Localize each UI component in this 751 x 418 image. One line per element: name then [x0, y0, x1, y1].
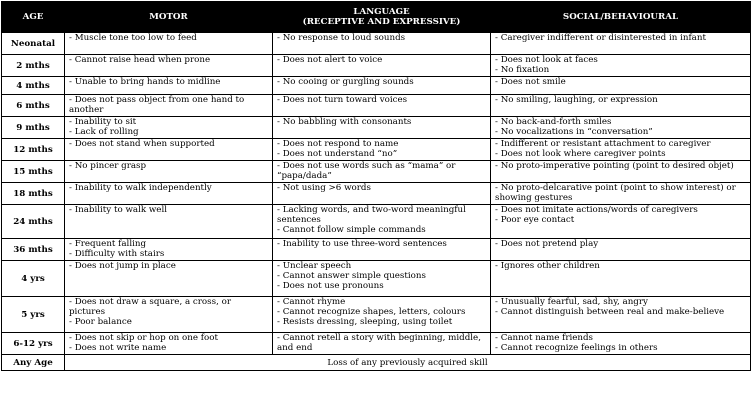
language-cell	[273, 205, 491, 239]
language-cell	[273, 183, 491, 205]
social-cell	[491, 333, 751, 355]
social-cell	[491, 55, 751, 77]
language-cell	[273, 55, 491, 77]
table-row	[2, 77, 751, 95]
age-cell: 4 yrs	[2, 261, 65, 297]
social-item: - Does not smile	[495, 77, 566, 87]
header-social: SOCIAL/BEHAVIOURAL	[491, 2, 751, 33]
motor-item: - Difficulty with stairs	[69, 249, 165, 259]
language-item: - Does not understand “no”	[277, 149, 398, 159]
social-item: - No smiling, laughing, or expression	[495, 95, 658, 105]
table-row	[2, 183, 751, 205]
motor-item: - No pincer grasp	[69, 161, 147, 171]
language-item: - Does not turn toward voices	[277, 95, 408, 105]
language-item: - Inability to use three-word sentences	[277, 239, 447, 249]
motor-cell	[65, 261, 273, 297]
language-cell	[273, 95, 491, 117]
social-item: - No proto-imperative pointing (point to desired objet)	[495, 161, 734, 171]
table-row	[2, 33, 751, 55]
motor-item: - Frequent falling	[69, 239, 147, 249]
language-item: - Does not respond to name	[277, 139, 399, 149]
language-item: - Cannot follow simple commands	[277, 225, 426, 235]
motor-item: - Does not draw a square, a cross, or pictures	[69, 297, 231, 317]
language-cell	[273, 139, 491, 161]
motor-cell	[65, 333, 273, 355]
language-item: - Lacking words, and two-word meaningful sentences	[277, 205, 466, 225]
motor-cell	[65, 161, 273, 183]
social-cell	[491, 117, 751, 139]
motor-item: - Poor balance	[69, 317, 132, 327]
social-item: - Does not imitate actions/words of caregivers	[495, 205, 698, 215]
age-cell: 5 yrs	[2, 297, 65, 333]
motor-cell	[65, 33, 273, 55]
age-cell: 9 mths	[2, 117, 65, 139]
motor-cell	[65, 139, 273, 161]
social-item: - Does not pretend play	[495, 239, 599, 249]
social-item: - Unusually fearful, sad, shy, angry	[495, 297, 648, 307]
table-row	[2, 139, 751, 161]
header-motor: MOTOR	[65, 2, 273, 33]
language-item: - No cooing or gurgling sounds	[277, 77, 414, 87]
social-item: - No back-and-forth smiles	[495, 117, 612, 127]
language-item: - Cannot retell a story with beginning, middle, and end	[277, 333, 481, 353]
motor-item: - Muscle tone too low to feed	[69, 33, 197, 43]
motor-cell	[65, 205, 273, 239]
age-cell: 15 mths	[2, 161, 65, 183]
social-item: - Ignores other children	[495, 261, 600, 271]
header-language-line2: (RECEPTIVE AND EXPRESSIVE)	[302, 17, 461, 27]
social-cell	[491, 161, 751, 183]
social-cell	[491, 239, 751, 261]
header-language	[273, 2, 491, 33]
motor-item: - Inability to walk well	[69, 205, 167, 215]
motor-cell	[65, 117, 273, 139]
social-cell	[491, 205, 751, 239]
table-row	[2, 297, 751, 333]
age-cell: 4 mths	[2, 77, 65, 95]
social-item: - Cannot distinguish between real and make-believe	[495, 307, 725, 317]
motor-cell	[65, 55, 273, 77]
table-row	[2, 239, 751, 261]
language-item: - No response to loud sounds	[277, 33, 406, 43]
language-item: - Not using >6 words	[277, 183, 371, 193]
any-age-text: Loss of any previously acquired skill	[65, 355, 751, 371]
social-cell	[491, 297, 751, 333]
social-item: - Caregiver indifferent or disinterested in infant	[495, 33, 706, 43]
social-item: - Indifferent or resistant attachment to caregiver	[495, 139, 711, 149]
social-cell	[491, 33, 751, 55]
age-cell: 2 mths	[2, 55, 65, 77]
social-item: - No proto-delcarative point (point to show interest) or showing gestures	[495, 183, 736, 203]
language-item: - Unclear speech	[277, 261, 352, 271]
age-cell: Any Age	[2, 355, 65, 371]
header-language-line1: LANGUAGE	[353, 7, 410, 17]
motor-item: - Lack of rolling	[69, 127, 139, 137]
language-item: - Cannot rhyme	[277, 297, 346, 307]
motor-item: - Inability to sit	[69, 117, 137, 127]
language-cell	[273, 239, 491, 261]
language-cell	[273, 77, 491, 95]
age-cell: 6-12 yrs	[2, 333, 65, 355]
table-row	[2, 161, 751, 183]
table-row	[2, 117, 751, 139]
motor-item: - Does not stand when supported	[69, 139, 215, 149]
age-cell: 6 mths	[2, 95, 65, 117]
table-row	[2, 55, 751, 77]
motor-cell	[65, 77, 273, 95]
age-cell: 24 mths	[2, 205, 65, 239]
age-cell: 12 mths	[2, 139, 65, 161]
social-item: - No vocalizations in “conversation”	[495, 127, 653, 137]
social-cell	[491, 77, 751, 95]
language-item: - Resists dressing, sleeping, using toilet	[277, 317, 453, 327]
header-age: AGE	[2, 2, 65, 33]
social-cell	[491, 183, 751, 205]
motor-cell	[65, 239, 273, 261]
social-item: - Does not look at faces	[495, 55, 598, 65]
language-cell	[273, 161, 491, 183]
language-item: - Does not use words such as “mama” or “papa/dada”	[277, 161, 456, 181]
language-item: - Does not alert to voice	[277, 55, 383, 65]
motor-cell	[65, 95, 273, 117]
any-age-row	[2, 355, 751, 371]
milestones-table	[1, 1, 751, 371]
social-item: - Cannot name friends	[495, 333, 594, 343]
social-cell	[491, 139, 751, 161]
motor-item: - Does not write name	[69, 343, 167, 353]
language-item: - Does not use pronouns	[277, 281, 384, 291]
language-cell	[273, 333, 491, 355]
social-item: - No fixation	[495, 65, 550, 75]
language-cell	[273, 117, 491, 139]
motor-item: - Does not skip or hop on one foot	[69, 333, 218, 343]
table-body	[2, 33, 751, 371]
social-cell	[491, 261, 751, 297]
age-cell: 18 mths	[2, 183, 65, 205]
language-cell	[273, 261, 491, 297]
table-row	[2, 261, 751, 297]
social-item: - Cannot recognize feelings in others	[495, 343, 658, 353]
social-item: - Poor eye contact	[495, 215, 575, 225]
age-cell: 36 mths	[2, 239, 65, 261]
motor-item: - Inability to walk independently	[69, 183, 212, 193]
social-cell	[491, 95, 751, 117]
social-item: - Does not look where caregiver points	[495, 149, 666, 159]
motor-item: - Unable to bring hands to midline	[69, 77, 221, 87]
language-item: - Cannot recognize shapes, letters, colours	[277, 307, 466, 317]
language-item: - No babbling with consonants	[277, 117, 412, 127]
motor-cell	[65, 183, 273, 205]
age-cell: Neonatal	[2, 33, 65, 55]
motor-item: - Does not jump in place	[69, 261, 176, 271]
table-row	[2, 95, 751, 117]
header-row	[2, 2, 751, 33]
table-row	[2, 333, 751, 355]
motor-item: - Does not pass object from one hand to another	[69, 95, 245, 115]
motor-item: - Cannot raise head when prone	[69, 55, 211, 65]
language-cell	[273, 297, 491, 333]
table-row	[2, 205, 751, 239]
language-cell	[273, 33, 491, 55]
motor-cell	[65, 297, 273, 333]
language-item: - Cannot answer simple questions	[277, 271, 426, 281]
